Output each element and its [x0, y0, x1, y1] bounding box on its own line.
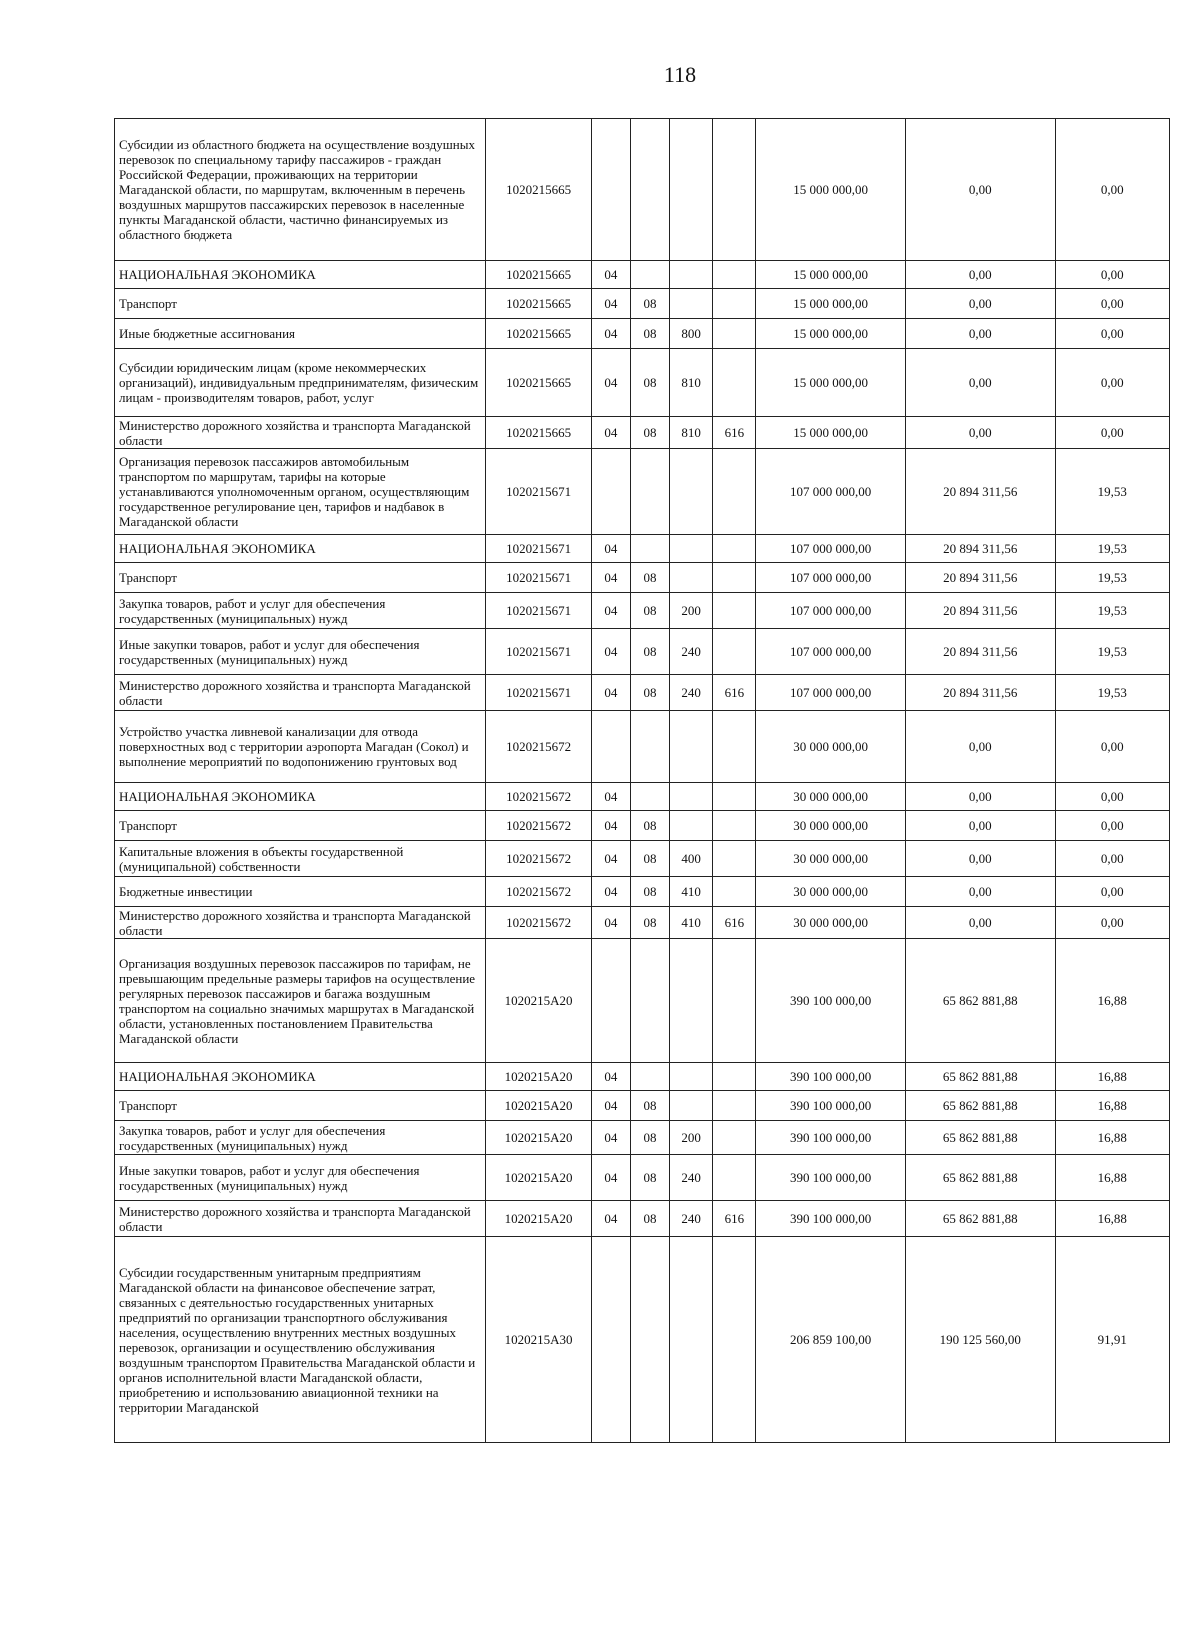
row-pr-cell: 08: [630, 349, 669, 417]
row-plan-cell: 30 000 000,00: [756, 811, 906, 841]
table-row: [115, 629, 1170, 675]
row-vr-cell: [670, 811, 713, 841]
row-fact-cell: 0,00: [905, 119, 1055, 261]
row-rz-cell: 04: [591, 675, 630, 711]
row-grbs-cell: 616: [713, 1201, 756, 1237]
row-pct-cell: 0,00: [1055, 811, 1169, 841]
row-pr-cell: [630, 783, 669, 811]
row-grbs-cell: [713, 563, 756, 593]
table-row: [115, 1155, 1170, 1201]
table-row: [115, 417, 1170, 449]
row-pct-cell: 16,88: [1055, 1091, 1169, 1121]
row-fact-cell: 0,00: [905, 711, 1055, 783]
row-plan-cell: 30 000 000,00: [756, 783, 906, 811]
row-plan-cell: 15 000 000,00: [756, 349, 906, 417]
row-grbs-cell: [713, 877, 756, 907]
row-pr-cell: 08: [630, 563, 669, 593]
table-row: [115, 1237, 1170, 1443]
row-plan-cell: 107 000 000,00: [756, 675, 906, 711]
row-rz-cell: [591, 711, 630, 783]
row-vr-cell: 240: [670, 675, 713, 711]
row-name-cell: Субсидии государственным унитарным предприятиям Магаданской области на финансовое обеспечение затрат, связанных с деятельностью государственных унитарных предприятий по организации транспортного обслуживания населения, осуществлению внутренних местных воздушных перевозок, организации и осуществлению обслуживания воздушным транспортом Правительства Магаданской области и органов исполнительной власти Магаданской области, приобретению и использованию авиационной техники на территории Магаданской: [115, 1237, 486, 1443]
row-grbs-cell: [713, 629, 756, 675]
row-pr-cell: [630, 1063, 669, 1091]
row-rz-cell: 04: [591, 1063, 630, 1091]
row-plan-cell: 390 100 000,00: [756, 1155, 906, 1201]
row-plan-cell: 15 000 000,00: [756, 319, 906, 349]
row-name-cell: Организация перевозок пассажиров автомобильным транспортом по маршрутам, тарифы на которые устанавливаются уполномоченным органом, осуществляющим государственное регулирование цен, тарифов и надбавок в Магаданской области: [115, 449, 486, 535]
row-name-cell: Транспорт: [115, 811, 486, 841]
row-rz-cell: 04: [591, 783, 630, 811]
row-grbs-cell: [713, 711, 756, 783]
row-pr-cell: 08: [630, 417, 669, 449]
row-fact-cell: 190 125 560,00: [905, 1237, 1055, 1443]
row-csr-cell: 1020215665: [486, 319, 591, 349]
row-fact-cell: 0,00: [905, 907, 1055, 939]
row-name-cell: Иные бюджетные ассигнования: [115, 319, 486, 349]
row-rz-cell: 04: [591, 563, 630, 593]
row-pct-cell: 16,88: [1055, 1121, 1169, 1155]
row-pct-cell: 19,53: [1055, 563, 1169, 593]
row-csr-cell: 1020215672: [486, 811, 591, 841]
table-row: [115, 349, 1170, 417]
row-fact-cell: 65 862 881,88: [905, 1121, 1055, 1155]
row-name-cell: НАЦИОНАЛЬНАЯ ЭКОНОМИКА: [115, 783, 486, 811]
row-name-cell: Министерство дорожного хозяйства и транспорта Магаданской области: [115, 907, 486, 939]
row-rz-cell: 04: [591, 877, 630, 907]
row-pct-cell: 0,00: [1055, 417, 1169, 449]
row-vr-cell: [670, 1091, 713, 1121]
row-vr-cell: [670, 563, 713, 593]
table-row: [115, 1091, 1170, 1121]
row-vr-cell: 810: [670, 349, 713, 417]
row-name-cell: НАЦИОНАЛЬНАЯ ЭКОНОМИКА: [115, 535, 486, 563]
row-plan-cell: 15 000 000,00: [756, 289, 906, 319]
row-csr-cell: 1020215A20: [486, 1201, 591, 1237]
row-plan-cell: 390 100 000,00: [756, 939, 906, 1063]
row-csr-cell: 1020215A20: [486, 1121, 591, 1155]
row-name-cell: Организация воздушных перевозок пассажиров по тарифам, не превышающим предельные размеры тарифов на осуществление регулярных перевозок пассажиров и багажа воздушным транспортом на социально значимых маршрутах в Магаданской области, установленных постановлением Правительства Магаданской области: [115, 939, 486, 1063]
row-vr-cell: [670, 711, 713, 783]
row-pr-cell: 08: [630, 811, 669, 841]
row-pr-cell: 08: [630, 289, 669, 319]
row-fact-cell: 65 862 881,88: [905, 1091, 1055, 1121]
budget-table-body: [115, 119, 1170, 1443]
row-csr-cell: 1020215A20: [486, 1155, 591, 1201]
row-pr-cell: 08: [630, 593, 669, 629]
row-rz-cell: 04: [591, 1121, 630, 1155]
row-vr-cell: [670, 939, 713, 1063]
row-pct-cell: 19,53: [1055, 535, 1169, 563]
row-vr-cell: 200: [670, 593, 713, 629]
row-plan-cell: 107 000 000,00: [756, 535, 906, 563]
row-csr-cell: 1020215A20: [486, 1063, 591, 1091]
row-csr-cell: 1020215665: [486, 261, 591, 289]
row-plan-cell: 107 000 000,00: [756, 629, 906, 675]
row-plan-cell: 390 100 000,00: [756, 1063, 906, 1091]
row-rz-cell: 04: [591, 289, 630, 319]
table-row: [115, 593, 1170, 629]
row-pct-cell: 19,53: [1055, 675, 1169, 711]
row-pr-cell: [630, 535, 669, 563]
row-vr-cell: [670, 535, 713, 563]
row-csr-cell: 1020215665: [486, 119, 591, 261]
table-row: [115, 675, 1170, 711]
row-fact-cell: 65 862 881,88: [905, 1063, 1055, 1091]
row-plan-cell: 390 100 000,00: [756, 1121, 906, 1155]
row-pr-cell: [630, 1237, 669, 1443]
table-row: [115, 907, 1170, 939]
row-pr-cell: [630, 119, 669, 261]
row-grbs-cell: [713, 261, 756, 289]
row-pct-cell: 19,53: [1055, 593, 1169, 629]
row-vr-cell: [670, 1237, 713, 1443]
row-name-cell: Транспорт: [115, 563, 486, 593]
row-vr-cell: 240: [670, 1155, 713, 1201]
row-pct-cell: 16,88: [1055, 1063, 1169, 1091]
row-fact-cell: 0,00: [905, 417, 1055, 449]
row-pct-cell: 0,00: [1055, 319, 1169, 349]
row-vr-cell: [670, 119, 713, 261]
row-grbs-cell: [713, 1121, 756, 1155]
row-name-cell: Капитальные вложения в объекты государственной (муниципальной) собственности: [115, 841, 486, 877]
table-row: [115, 841, 1170, 877]
page-number: 118: [663, 62, 697, 87]
row-csr-cell: 1020215672: [486, 711, 591, 783]
row-pct-cell: 0,00: [1055, 349, 1169, 417]
row-grbs-cell: [713, 1063, 756, 1091]
row-fact-cell: 0,00: [905, 811, 1055, 841]
row-pr-cell: 08: [630, 841, 669, 877]
row-csr-cell: 1020215665: [486, 289, 591, 319]
row-vr-cell: 400: [670, 841, 713, 877]
row-vr-cell: [670, 1063, 713, 1091]
row-rz-cell: 04: [591, 629, 630, 675]
row-csr-cell: 1020215665: [486, 417, 591, 449]
table-row: [115, 319, 1170, 349]
row-name-cell: Иные закупки товаров, работ и услуг для обеспечения государственных (муниципальных) нужд: [115, 1155, 486, 1201]
row-fact-cell: 20 894 311,56: [905, 675, 1055, 711]
row-rz-cell: 04: [591, 349, 630, 417]
row-vr-cell: 800: [670, 319, 713, 349]
row-rz-cell: [591, 1237, 630, 1443]
table-row: [115, 877, 1170, 907]
row-plan-cell: 107 000 000,00: [756, 563, 906, 593]
table-row: [115, 811, 1170, 841]
table-row: [115, 1121, 1170, 1155]
row-grbs-cell: 616: [713, 675, 756, 711]
table-row: [115, 289, 1170, 319]
row-rz-cell: 04: [591, 907, 630, 939]
row-pr-cell: 08: [630, 907, 669, 939]
row-grbs-cell: [713, 593, 756, 629]
row-grbs-cell: [713, 319, 756, 349]
row-vr-cell: [670, 783, 713, 811]
table-row: [115, 1063, 1170, 1091]
row-csr-cell: 1020215A20: [486, 1091, 591, 1121]
row-fact-cell: 65 862 881,88: [905, 939, 1055, 1063]
row-vr-cell: 240: [670, 1201, 713, 1237]
row-pct-cell: 16,88: [1055, 1155, 1169, 1201]
row-grbs-cell: [713, 289, 756, 319]
row-vr-cell: 410: [670, 877, 713, 907]
row-grbs-cell: [713, 1237, 756, 1443]
row-fact-cell: 65 862 881,88: [905, 1201, 1055, 1237]
row-pr-cell: 08: [630, 1121, 669, 1155]
row-plan-cell: 206 859 100,00: [756, 1237, 906, 1443]
row-name-cell: Бюджетные инвестиции: [115, 877, 486, 907]
row-fact-cell: 0,00: [905, 783, 1055, 811]
table-row: [115, 939, 1170, 1063]
row-fact-cell: 0,00: [905, 349, 1055, 417]
row-csr-cell: 1020215A30: [486, 1237, 591, 1443]
row-name-cell: Иные закупки товаров, работ и услуг для обеспечения государственных (муниципальных) нужд: [115, 629, 486, 675]
row-fact-cell: 20 894 311,56: [905, 535, 1055, 563]
row-rz-cell: 04: [591, 319, 630, 349]
row-rz-cell: 04: [591, 811, 630, 841]
row-pct-cell: 0,00: [1055, 119, 1169, 261]
row-csr-cell: 1020215671: [486, 629, 591, 675]
row-plan-cell: 15 000 000,00: [756, 261, 906, 289]
table-row: [115, 1201, 1170, 1237]
row-fact-cell: 0,00: [905, 841, 1055, 877]
row-csr-cell: 1020215671: [486, 563, 591, 593]
row-csr-cell: 1020215672: [486, 877, 591, 907]
row-pr-cell: [630, 711, 669, 783]
row-pr-cell: 08: [630, 877, 669, 907]
row-pct-cell: 0,00: [1055, 783, 1169, 811]
row-grbs-cell: [713, 939, 756, 1063]
row-grbs-cell: [713, 349, 756, 417]
row-rz-cell: 04: [591, 535, 630, 563]
row-grbs-cell: [713, 1091, 756, 1121]
row-pct-cell: 16,88: [1055, 939, 1169, 1063]
row-pr-cell: 08: [630, 1091, 669, 1121]
row-name-cell: Закупка товаров, работ и услуг для обеспечения государственных (муниципальных) нужд: [115, 1121, 486, 1155]
row-name-cell: Министерство дорожного хозяйства и транспорта Магаданской области: [115, 1201, 486, 1237]
row-name-cell: Транспорт: [115, 1091, 486, 1121]
row-fact-cell: 20 894 311,56: [905, 449, 1055, 535]
budget-table: [114, 118, 1170, 1443]
row-plan-cell: 30 000 000,00: [756, 841, 906, 877]
row-rz-cell: 04: [591, 1155, 630, 1201]
row-pct-cell: 0,00: [1055, 877, 1169, 907]
row-pr-cell: 08: [630, 629, 669, 675]
table-row: [115, 563, 1170, 593]
row-grbs-cell: [713, 841, 756, 877]
row-rz-cell: [591, 119, 630, 261]
row-rz-cell: 04: [591, 1091, 630, 1121]
table-row: [115, 783, 1170, 811]
row-grbs-cell: [713, 119, 756, 261]
row-pct-cell: 0,00: [1055, 841, 1169, 877]
row-csr-cell: 1020215A20: [486, 939, 591, 1063]
row-fact-cell: 20 894 311,56: [905, 629, 1055, 675]
row-pct-cell: 0,00: [1055, 289, 1169, 319]
row-name-cell: Субсидии из областного бюджета на осуществление воздушных перевозок по специальному тарифу пассажиров - граждан Российской Федерации, проживающих на территории Магаданской области, по маршрутам, включенным в перечень воздушных маршрутов пассажирских перевозок в населенные пункты Магаданской области, частично финансируемых из областного бюджета: [115, 119, 486, 261]
row-vr-cell: 200: [670, 1121, 713, 1155]
row-name-cell: Устройство участка ливневой канализации для отвода поверхностных вод с территории аэропорта Магадан (Сокол) и выполнение мероприятий по водопонижению грунтовых вод: [115, 711, 486, 783]
row-plan-cell: 30 000 000,00: [756, 907, 906, 939]
row-rz-cell: [591, 939, 630, 1063]
row-name-cell: НАЦИОНАЛЬНАЯ ЭКОНОМИКА: [115, 261, 486, 289]
row-rz-cell: 04: [591, 593, 630, 629]
row-plan-cell: 15 000 000,00: [756, 119, 906, 261]
row-csr-cell: 1020215671: [486, 449, 591, 535]
row-grbs-cell: [713, 783, 756, 811]
row-vr-cell: [670, 261, 713, 289]
row-rz-cell: 04: [591, 417, 630, 449]
row-name-cell: Транспорт: [115, 289, 486, 319]
row-pr-cell: 08: [630, 1201, 669, 1237]
row-pr-cell: 08: [630, 675, 669, 711]
row-pr-cell: [630, 261, 669, 289]
row-name-cell: Субсидии юридическим лицам (кроме некоммерческих организаций), индивидуальным предпринимателям, физическим лицам - производителям товаров, работ, услуг: [115, 349, 486, 417]
row-name-cell: Министерство дорожного хозяйства и транспорта Магаданской области: [115, 417, 486, 449]
row-grbs-cell: 616: [713, 907, 756, 939]
row-csr-cell: 1020215672: [486, 907, 591, 939]
row-plan-cell: 107 000 000,00: [756, 593, 906, 629]
table-row: [115, 119, 1170, 261]
row-pct-cell: 19,53: [1055, 449, 1169, 535]
row-rz-cell: [591, 449, 630, 535]
row-fact-cell: 0,00: [905, 261, 1055, 289]
row-rz-cell: 04: [591, 841, 630, 877]
table-row: [115, 711, 1170, 783]
table-row: [115, 449, 1170, 535]
row-plan-cell: 30 000 000,00: [756, 711, 906, 783]
row-vr-cell: 240: [670, 629, 713, 675]
row-csr-cell: 1020215671: [486, 675, 591, 711]
row-csr-cell: 1020215671: [486, 535, 591, 563]
row-grbs-cell: [713, 1155, 756, 1201]
row-pr-cell: 08: [630, 319, 669, 349]
row-vr-cell: [670, 449, 713, 535]
row-grbs-cell: 616: [713, 417, 756, 449]
row-pr-cell: [630, 939, 669, 1063]
row-csr-cell: 1020215672: [486, 783, 591, 811]
row-pct-cell: 19,53: [1055, 629, 1169, 675]
row-fact-cell: 0,00: [905, 289, 1055, 319]
row-grbs-cell: [713, 449, 756, 535]
table-row: [115, 261, 1170, 289]
row-pct-cell: 0,00: [1055, 711, 1169, 783]
row-vr-cell: 810: [670, 417, 713, 449]
row-pct-cell: 16,88: [1055, 1201, 1169, 1237]
row-vr-cell: [670, 289, 713, 319]
row-csr-cell: 1020215665: [486, 349, 591, 417]
row-name-cell: НАЦИОНАЛЬНАЯ ЭКОНОМИКА: [115, 1063, 486, 1091]
row-pct-cell: 0,00: [1055, 261, 1169, 289]
row-plan-cell: 390 100 000,00: [756, 1201, 906, 1237]
row-fact-cell: 65 862 881,88: [905, 1155, 1055, 1201]
row-fact-cell: 0,00: [905, 319, 1055, 349]
row-rz-cell: 04: [591, 1201, 630, 1237]
row-fact-cell: 20 894 311,56: [905, 593, 1055, 629]
row-pr-cell: 08: [630, 1155, 669, 1201]
row-grbs-cell: [713, 811, 756, 841]
row-fact-cell: 20 894 311,56: [905, 563, 1055, 593]
row-name-cell: Закупка товаров, работ и услуг для обеспечения государственных (муниципальных) нужд: [115, 593, 486, 629]
row-csr-cell: 1020215672: [486, 841, 591, 877]
table-row: [115, 535, 1170, 563]
row-name-cell: Министерство дорожного хозяйства и транспорта Магаданской области: [115, 675, 486, 711]
row-plan-cell: 30 000 000,00: [756, 877, 906, 907]
row-pr-cell: [630, 449, 669, 535]
row-plan-cell: 390 100 000,00: [756, 1091, 906, 1121]
row-pct-cell: 91,91: [1055, 1237, 1169, 1443]
row-fact-cell: 0,00: [905, 877, 1055, 907]
row-plan-cell: 15 000 000,00: [756, 417, 906, 449]
row-grbs-cell: [713, 535, 756, 563]
row-vr-cell: 410: [670, 907, 713, 939]
row-csr-cell: 1020215671: [486, 593, 591, 629]
row-rz-cell: 04: [591, 261, 630, 289]
row-plan-cell: 107 000 000,00: [756, 449, 906, 535]
row-pct-cell: 0,00: [1055, 907, 1169, 939]
